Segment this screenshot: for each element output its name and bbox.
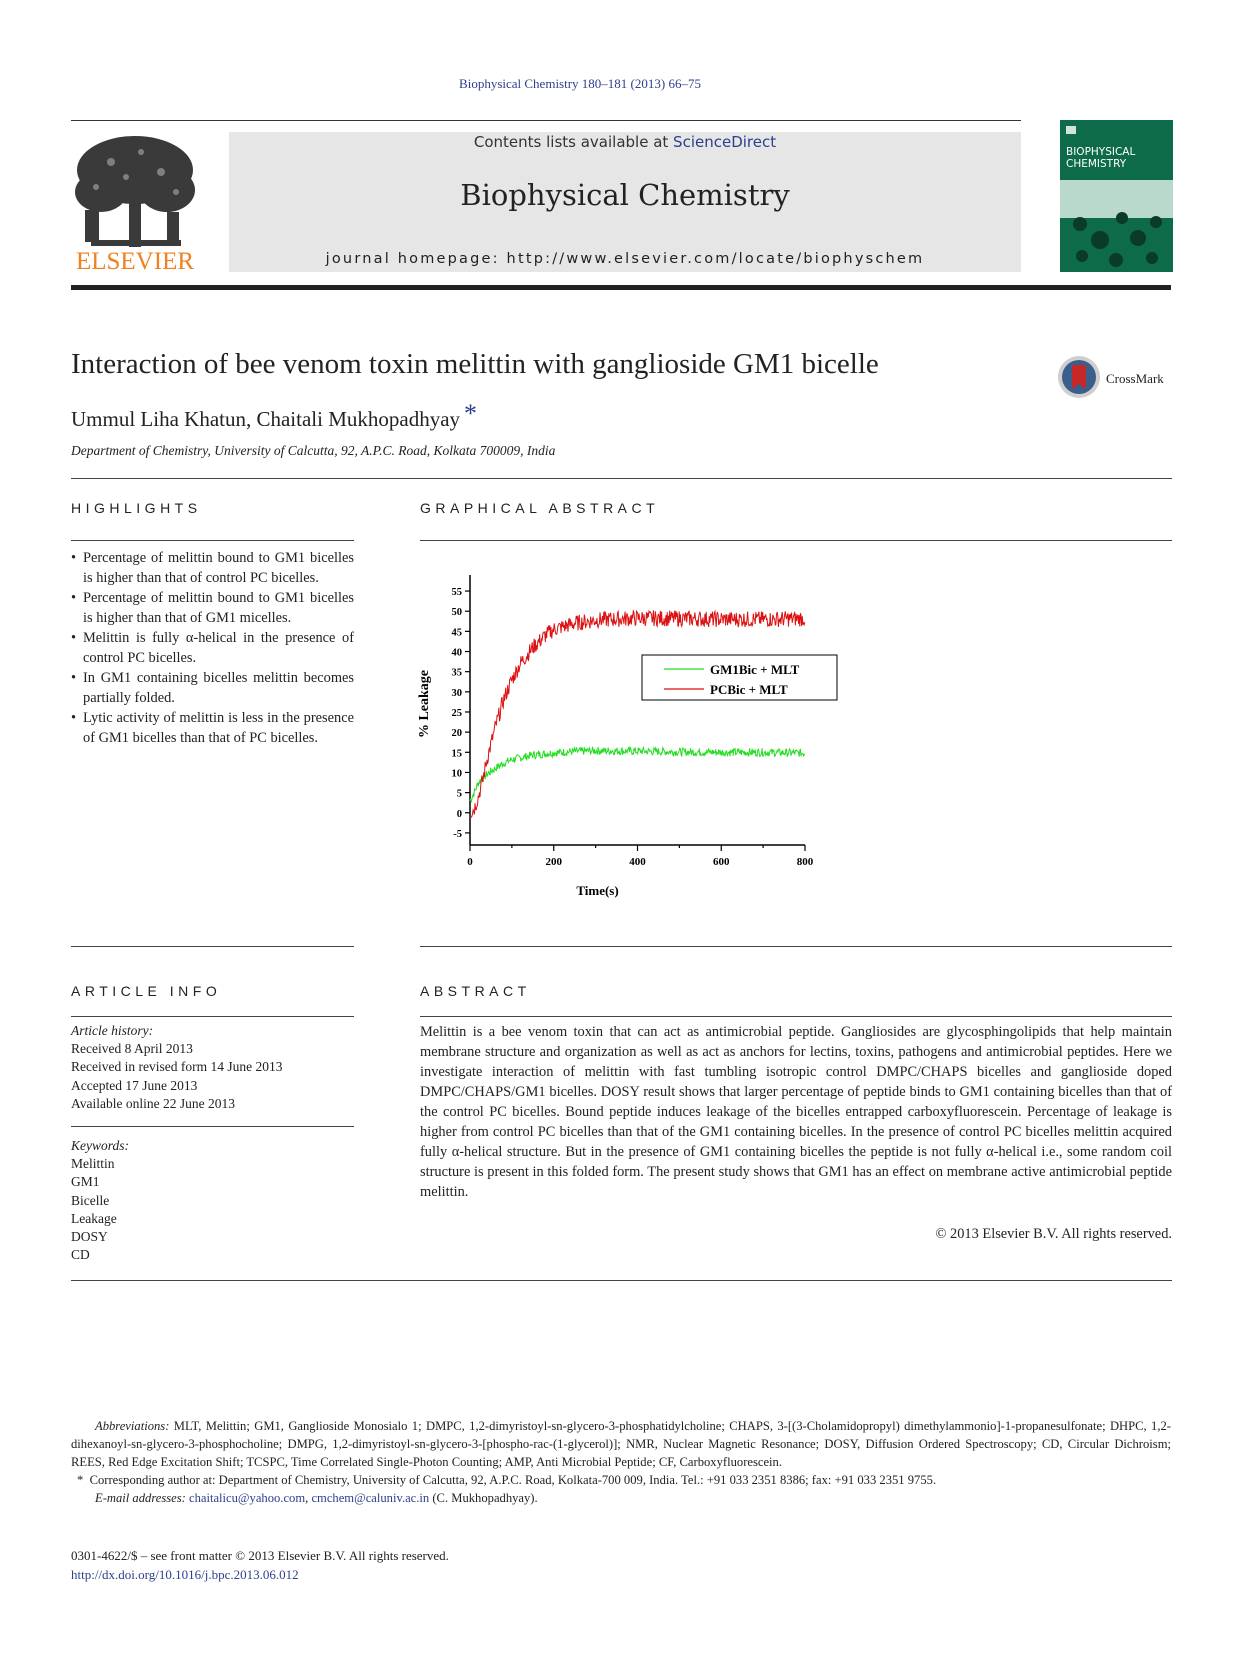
keyword-item: Melittin (71, 1156, 115, 1172)
graphical-abstract-rule (420, 540, 1172, 541)
highlight-item (71, 628, 354, 668)
y-tick-label: 15 (451, 748, 462, 760)
highlight-item (71, 708, 354, 748)
header-top-rule (71, 120, 1021, 121)
x-tick-label: 200 (545, 856, 562, 868)
y-tick-label: 50 (451, 607, 462, 619)
history-online: Available online 22 June 2013 (71, 1095, 235, 1111)
title-block-rule (71, 478, 1172, 479)
keyword-item: DOSY (71, 1229, 108, 1245)
doi-link[interactable]: http://dx.doi.org/10.1016/j.bpc.2013.06.012 (71, 1567, 299, 1582)
keywords-label: Keywords: (71, 1138, 129, 1153)
abbreviations-label: Abbreviations: (95, 1419, 170, 1433)
abbreviations-text: MLT, Melittin; GM1, Ganglioside Monosialo 1; DMPC, 1,2-dimyristoyl-sn-glycero-3-phosphatidylcholine; CHAPS, 3-[(3-Cholamidopropyl) dimethylammonio]-1-propanesulfonate; DHPC, 1,2-dihexanoyl-sn-glycero-3-phosphocholine; DMPG, 1,2-dimyristoyl-sn-glycero-3-[phospho-rac-(1-glycerol)]; NMR, Nuclear Magnetic Resonance; DOSY, Diffusion Ordered Spectroscopy; CD, Circular Dichroism; REES, Red Edge Excitation Shift; TCSPC, Time Correlated Single-Photon Counting; AMP, Anti Microbial Peptide; CF, Carboxyfluorescein. (71, 1419, 1171, 1469)
x-tick-label: 600 (713, 856, 730, 868)
y-tick-label: 55 (451, 587, 462, 599)
y-tick-label: 35 (451, 667, 462, 679)
cover-title-line2: CHEMISTRY (1066, 158, 1127, 170)
abstract-rule (420, 1016, 1172, 1017)
y-tick-label: 40 (451, 647, 462, 659)
x-tick-label: 0 (467, 856, 473, 868)
crossmark-label[interactable]: CrossMark (1106, 371, 1164, 386)
x-tick-label: 400 (629, 856, 646, 868)
footnotes (71, 1417, 1171, 1507)
highlight-item (71, 548, 354, 588)
issn-line: 0301-4622/$ – see front matter © 2013 Elsevier B.V. All rights reserved. (71, 1548, 449, 1563)
x-axis-label: Time(s) (576, 883, 619, 898)
journal-cover-thumbnail (1060, 120, 1173, 272)
corresponding-author-mark[interactable]: * (464, 399, 478, 428)
legend-label: GM1Bic + MLT (710, 662, 800, 677)
abstract-text: Melittin is a bee venom toxin that can act as antimicrobial peptide. Gangliosides are glycosphingolipids that help maintain membrane structure and organization as well as act as anchors for lectins, toxins, pathogens and antimicrobial peptides. Here we investigate interaction of melittin with fast tumbling isotropic control DMPC/CHAPS bicelles and ganglioside doped DMPC/CHAPS/GM1 bicelles. DOSY result shows that larger percentage of peptide binds to GM1 containing bicelles than that of the control PC bicelles. Bound peptide induces leakage of the bicelles entrapped carboxyfluorescein. Percentage of leakage is higher from control PC bicelles than that of the GM1 containing bicelles. In the presence of control PC bicelles melittin acquired fully α-helical structure. But in the presence of GM1 containing bicelles the peptide is not fully α-helical i.e., some random coil structure is present in this folded form. The present study shows that GM1 has an effect on membrane active antimicrobial peptide melittin. (420, 1024, 1172, 1200)
highlight-text: Melittin is fully α-helical in the presence of control PC bicelles. (83, 630, 354, 666)
keywords-rule (71, 1126, 354, 1127)
bullet-glyph: • (71, 550, 77, 566)
y-tick-label: 20 (451, 728, 462, 740)
y-tick-label: 5 (456, 788, 462, 800)
keyword-item: GM1 (71, 1174, 100, 1190)
front-matter (71, 1546, 449, 1584)
bullet-glyph: • (71, 590, 77, 606)
sciencedirect-link[interactable]: ScienceDirect (673, 133, 777, 151)
highlights-heading: HIGHLIGHTS (71, 500, 202, 516)
elsevier-wordmark: ELSEVIER (75, 248, 195, 275)
highlight-item (71, 668, 354, 708)
y-tick-label: 30 (451, 687, 462, 699)
graphical-abstract-bottom-rule (420, 946, 1172, 947)
history-label: Article history: (71, 1023, 154, 1038)
email-suffix: (C. Mukhopadhyay). (429, 1491, 538, 1505)
history-revised: Received in revised form 14 June 2013 (71, 1059, 283, 1075)
corresponding-text: Corresponding author at: Department of Chemistry, University of Calcutta, 92, A.P.C. Road, Kolkata-700 009, India. Tel.: +91 033 2351 8386; fax: +91 033 2351 9755. (89, 1473, 937, 1487)
bullet-glyph: • (71, 710, 77, 726)
y-tick-label: -5 (453, 828, 462, 840)
highlights-rule (71, 540, 354, 541)
keyword-item: Bicelle (71, 1192, 110, 1208)
journal-citation[interactable]: Biophysical Chemistry 180–181 (2013) 66–75 (459, 76, 701, 91)
graphical-abstract-heading: GRAPHICAL ABSTRACT (420, 500, 660, 516)
email-separator: , (305, 1491, 312, 1505)
email-label: E-mail addresses: (95, 1491, 186, 1505)
highlight-item (71, 588, 354, 628)
highlights-bottom-rule (71, 946, 354, 947)
highlight-text: Percentage of melittin bound to GM1 bicelles is higher than that of control PC bicelles. (83, 550, 354, 586)
y-tick-label: 0 (456, 808, 462, 820)
highlight-text: Lytic activity of melittin is less in the presence of GM1 bicelles than that of PC bicelles. (83, 710, 354, 746)
email-link-1[interactable]: chaitalicu@yahoo.com (188, 1491, 306, 1505)
front-body-rule (71, 1280, 1172, 1281)
email-link-2[interactable]: cmchem@caluniv.ac.in (311, 1491, 430, 1505)
email-footnote (71, 1489, 1171, 1507)
contents-prefix: Contents lists available at (473, 133, 674, 151)
series-line-pcbic (470, 610, 805, 817)
y-axis-label: % Leakage (417, 669, 432, 739)
bullet-glyph: • (71, 670, 77, 686)
corresponding-mark: * (77, 1473, 84, 1487)
cover-title (1066, 146, 1170, 170)
keywords (71, 1137, 361, 1264)
article-info-heading: ARTICLE INFO (71, 983, 222, 999)
abstract-copyright: © 2013 Elsevier B.V. All rights reserved. (935, 1226, 1172, 1242)
authors-text: Ummul Liha Khatun, Chaitali Mukhopadhyay (71, 407, 461, 431)
y-tick-label: 10 (451, 768, 462, 780)
keyword-item: CD (71, 1247, 90, 1263)
crossmark-icon[interactable] (1057, 355, 1101, 399)
x-tick-label: 800 (796, 856, 814, 868)
journal-homepage[interactable]: journal homepage: http://www.elsevier.com/locate/biophyschem (325, 251, 925, 267)
series-line-gm1bic (470, 747, 805, 802)
journal-title: Biophysical Chemistry (460, 178, 790, 212)
legend-label: PCBic + MLT (710, 682, 788, 697)
author-affiliation: Department of Chemistry, University of Calcutta, 92, A.P.C. Road, Kolkata 700009, India (71, 443, 556, 458)
corresponding-footnote (71, 1471, 1171, 1489)
header-bottom-rule (71, 285, 1171, 290)
abstract-heading: ABSTRACT (420, 983, 531, 999)
y-tick-label: 45 (451, 627, 462, 639)
article-title: Interaction of bee venom toxin melittin with ganglioside GM1 bicelle (71, 348, 879, 380)
keyword-item: Leakage (71, 1210, 117, 1226)
highlights-list (71, 548, 354, 748)
history-accepted: Accepted 17 June 2013 (71, 1077, 198, 1093)
contents-line (229, 133, 1021, 151)
bullet-glyph: • (71, 630, 77, 646)
highlight-text: In GM1 containing bicelles melittin becomes partially folded. (83, 670, 354, 706)
leakage-chart (410, 565, 840, 905)
y-tick-label: 25 (451, 707, 462, 719)
article-history (71, 1022, 361, 1113)
abbreviations-footnote (71, 1417, 1171, 1471)
history-received: Received 8 April 2013 (71, 1041, 193, 1057)
article-info-rule (71, 1016, 354, 1017)
author-list (71, 399, 478, 433)
cover-art (1060, 120, 1173, 272)
cover-title-line1: BIOPHYSICAL (1066, 146, 1136, 158)
highlight-text: Percentage of melittin bound to GM1 bicelles is higher than that of GM1 micelles. (83, 590, 354, 626)
